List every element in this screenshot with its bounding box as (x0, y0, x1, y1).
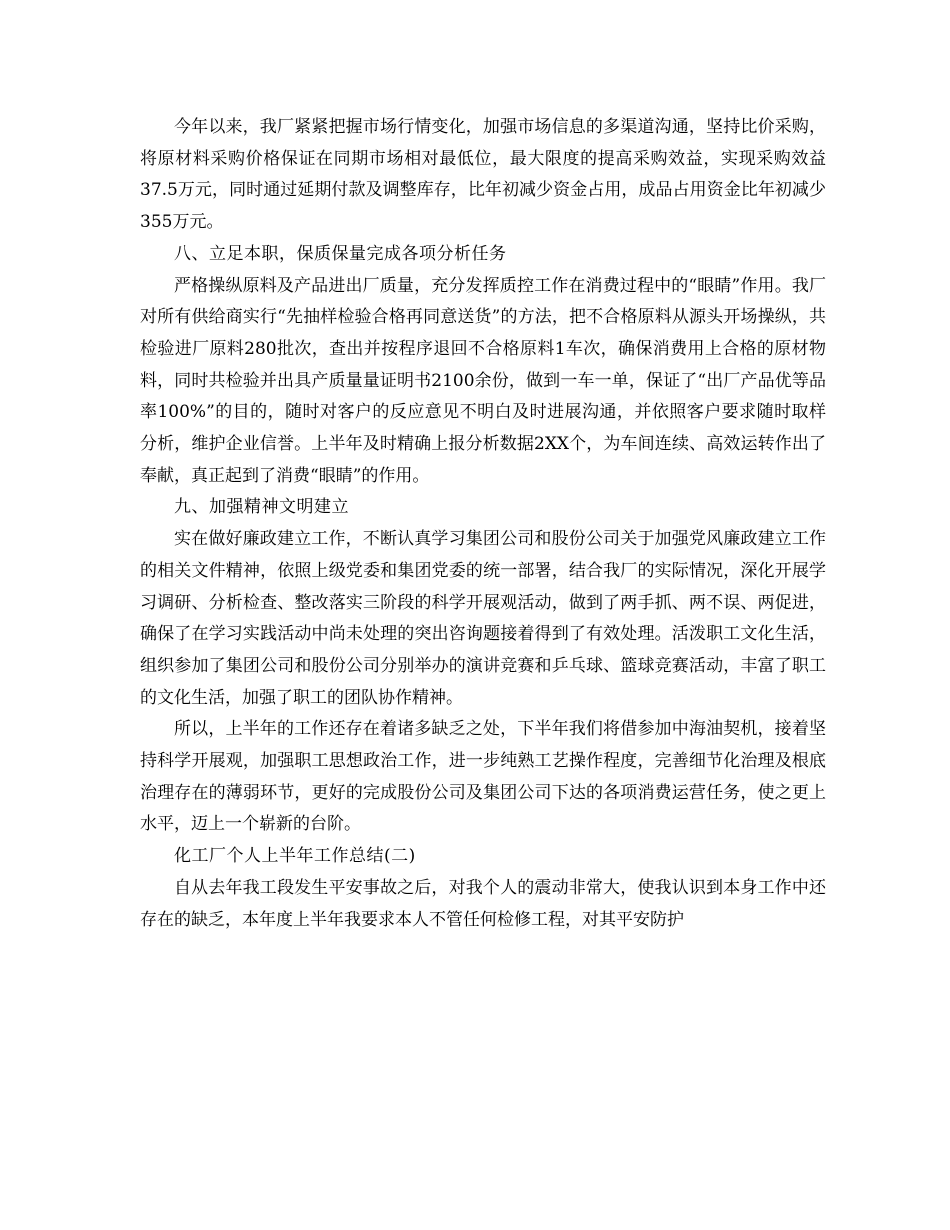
heading-section-9: 九、加强精神文明建立 (174, 497, 349, 518)
paragraph-safety: 自从去年我工段发生平安事故之后，对我个人的震动非常大，使我认识到本身工作中还存在的缺乏，本年度上半年我要求本人不管任何检修工程，对其平安防护 (140, 877, 826, 930)
heading-summary-two: 化工厂个人上半年工作总结(二) (174, 846, 416, 867)
paragraph-procurement: 今年以来，我厂紧紧把握市场行情变化，加强市场信息的多渠道沟通，坚持比价采购，将原材料采购价格保证在同期市场相对最低位，最大限度的提高采购效益，实现采购效益37.5万元，同时通过延期付款及调整库存，比年初减少资金占用，成品占用资金比年初减少355万元。 (140, 117, 826, 233)
paragraph-conclusion: 所以，上半年的工作还存在着诸多缺乏之处，下半年我们将借参加中海油契机，接着坚持科学开展观，加强职工思想政治工作，进一步纯熟工艺操作程度，完善细节化治理及根底治理存在的薄弱环节，更好的完成股份公司及集团公司下达的各项消费运营任务，使之更上水平，迈上一个崭新的台阶。 (140, 719, 826, 835)
document-body (140, 112, 826, 936)
heading-section-8: 八、立足本职，保质保量完成各项分析任务 (174, 243, 507, 264)
paragraph-quality-control: 严格操纵原料及产品进出厂质量，充分发挥质控工作在消费过程中的“眼睛”作用。我厂对所有供给商实行“先抽样检验合格再同意送货”的方法，把不合格原料从源头开场操纵，共检验进厂原料280批次，查出并按程序退回不合格原料1车次，确保消费用上合格的原材物料，同时共检验并出具产质量量证明书2100余份，做到一车一单，保证了“出厂产品优等品率100%”的目的，随时对客户的反应意见不明白及时进展沟通，并依照客户要求随时取样分析，维护企业信誉。上半年及时精确上报分析数据2XX个，为车间连续、高效运转作出了奉献，真正起到了消费“眼睛”的作用。 (140, 275, 826, 486)
paragraph-culture-building: 实在做好廉政建立工作，不断认真学习集团公司和股份公司关于加强党风廉政建立工作的相关文件精神，依照上级党委和集团党委的统一部署，结合我厂的实际情况，深化开展学习调研、分析检查、整改落实三阶段的科学开展观活动，做到了两手抓、两不误、两促进，确保了在学习实践活动中尚未处理的突出咨询题接着得到了有效处理。活泼职工文化生活，组织参加了集团公司和股份公司分别举办的演讲竞赛和乒乓球、篮球竞赛活动，丰富了职工的文化生活，加强了职工的团队协作精神。 (140, 529, 826, 708)
